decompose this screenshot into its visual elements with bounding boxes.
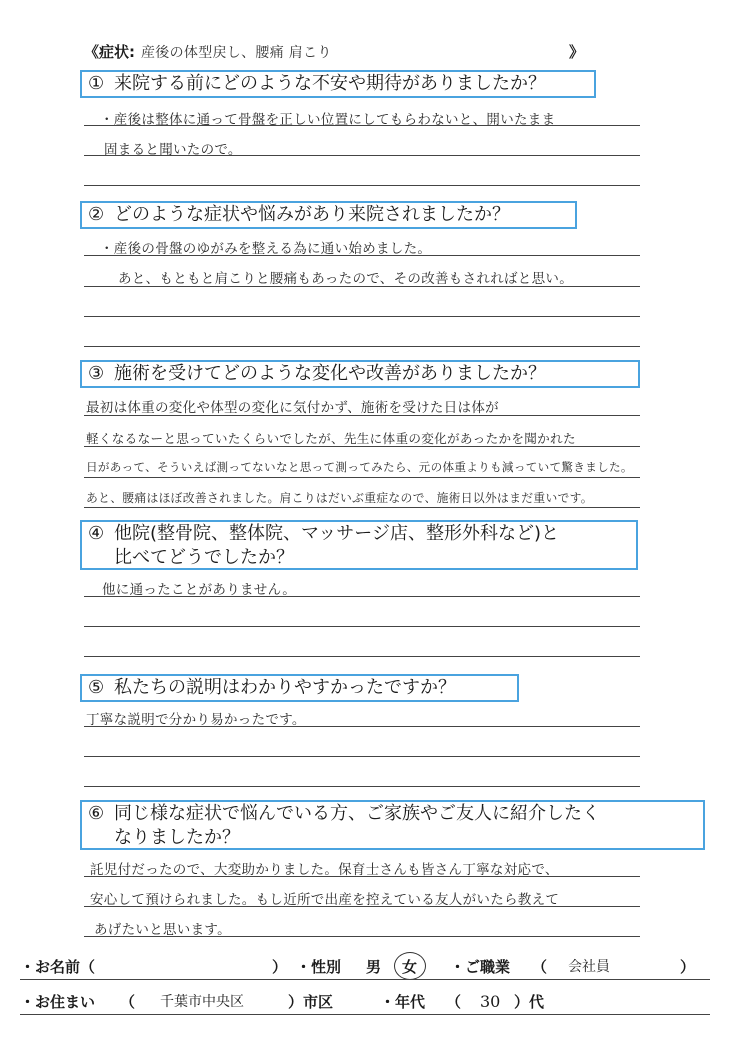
question-6-box — [80, 800, 705, 850]
age-label: ・年代 — [380, 993, 426, 1011]
answer-2-line-1: ・産後の骨盤のゆがみを整える為に通い始めました。 — [100, 241, 432, 257]
answer-line — [84, 876, 640, 877]
symptom-label: 《症状: — [84, 43, 135, 61]
question-6-number: ⑥ — [88, 803, 105, 824]
answer-1-line-1: ・産後は整体に通って骨盤を正しい位置にしてもらわないと、開いたまま — [100, 112, 556, 128]
answer-3-line-1: 最初は体重の変化や体型の変化に気付かず、施術を受けた日は体が — [86, 400, 499, 416]
answer-line — [84, 316, 640, 317]
answer-line — [84, 626, 640, 627]
question-5-text: 私たちの説明はわかりやすかったですか？ — [114, 677, 456, 698]
question-1-number: ① — [88, 73, 105, 94]
answer-line — [84, 346, 640, 347]
answer-3-line-3: 日があって、そういえば測ってないなと思って測ってみたら、元の体重よりも減っていて驚きました。 — [86, 460, 633, 474]
answer-6-line-3: あげたいと思います。 — [94, 922, 231, 938]
question-3-text: 施術を受けてどのような変化や改善がありましたか？ — [114, 363, 546, 384]
answer-line — [84, 656, 640, 657]
name-close: ） — [272, 958, 288, 976]
question-4-text-2: 比べてどうでしたか？ — [114, 547, 294, 568]
address-value: 千葉市中央区 — [160, 994, 244, 1010]
occupation-value: 会社員 — [568, 959, 610, 975]
name-label: ・お名前（ — [20, 958, 96, 976]
answer-line — [84, 477, 640, 478]
occupation-open: （ — [532, 958, 548, 976]
symptom-header — [84, 40, 584, 64]
occupation-label: ・ご職業 — [450, 958, 511, 976]
age-open: （ — [446, 993, 462, 1011]
answer-5-line-1: 丁寧な説明で分かり易かったです。 — [86, 712, 306, 728]
answer-line — [84, 906, 640, 907]
question-5-box — [80, 674, 519, 702]
answer-4-line-1: 他に通ったことがありません。 — [102, 582, 297, 598]
occupation-close: ） — [680, 958, 696, 976]
answer-1-line-2: 固まると聞いたので。 — [104, 142, 242, 158]
question-6-text: 同じ様な症状で悩んでいる方、ご家族やご友人に紹介したく — [114, 803, 600, 824]
question-2-box — [80, 201, 577, 229]
address-open: （ — [120, 993, 136, 1011]
footer-line — [20, 979, 710, 980]
answer-line — [84, 756, 640, 757]
question-4-box — [80, 520, 638, 570]
answer-line — [84, 446, 640, 447]
answer-line — [84, 286, 640, 287]
answer-line — [84, 786, 640, 787]
gender-female: 女 — [402, 958, 418, 976]
age-value: 30 — [480, 992, 501, 1011]
footer-line — [20, 1014, 710, 1015]
answer-line — [84, 415, 640, 416]
address-label: ・お住まい — [20, 993, 96, 1011]
answer-2-line-2: あと、もともと肩こりと腰痛もあったので、その改善もされればと思い。 — [118, 271, 573, 287]
answer-line — [84, 596, 640, 597]
address-close: ）市区 — [288, 993, 334, 1011]
answer-line — [84, 155, 640, 156]
question-5-number: ⑤ — [88, 677, 105, 698]
answer-3-line-4: あと、腰痛はほぼ改善されました。肩こりはだいぶ重症なので、施術日以外はまだ重いです。 — [86, 491, 593, 505]
symptom-handwritten: 産後の体型戻し、腰痛 肩こり — [141, 45, 332, 61]
answer-6-line-2: 安心して預けられました。もし近所で出産を控えている友人がいたら教えて — [90, 892, 560, 908]
question-1-text: 来院する前にどのような不安や期待がありましたか？ — [114, 73, 546, 94]
answer-line — [84, 726, 640, 727]
answer-line — [84, 125, 640, 126]
question-4-text: 他院(整骨院、整体院、マッサージ店、整形外科など)と — [114, 523, 559, 544]
question-3-box — [80, 360, 640, 388]
question-3-number: ③ — [88, 363, 105, 384]
footer-row-2 — [20, 990, 710, 1014]
question-4-number: ④ — [88, 523, 105, 544]
symptom-close: 》 — [568, 43, 584, 61]
gender-label: ・性別 — [296, 958, 342, 976]
question-2-text: どのような症状や悩みがあり来院されましたか？ — [114, 204, 510, 225]
gender-selected-circle — [394, 952, 426, 980]
gender-male: 男 — [366, 958, 382, 976]
answer-line — [84, 507, 640, 508]
answer-line — [84, 255, 640, 256]
question-2-number: ② — [88, 204, 105, 225]
footer-row-1 — [20, 955, 710, 979]
answer-line — [84, 936, 640, 937]
question-6-text-2: なりましたか？ — [114, 827, 240, 848]
answer-3-line-2: 軽くなるなーと思っていたくらいでしたが、先生に体重の変化があったかを聞かれた — [86, 431, 576, 446]
question-1-box — [80, 70, 596, 98]
answer-6-line-1: 託児付だったので、大変助かりました。保育士さんも皆さん丁寧な対応で、 — [90, 862, 559, 878]
age-close: ）代 — [514, 993, 545, 1011]
answer-line — [84, 185, 640, 186]
